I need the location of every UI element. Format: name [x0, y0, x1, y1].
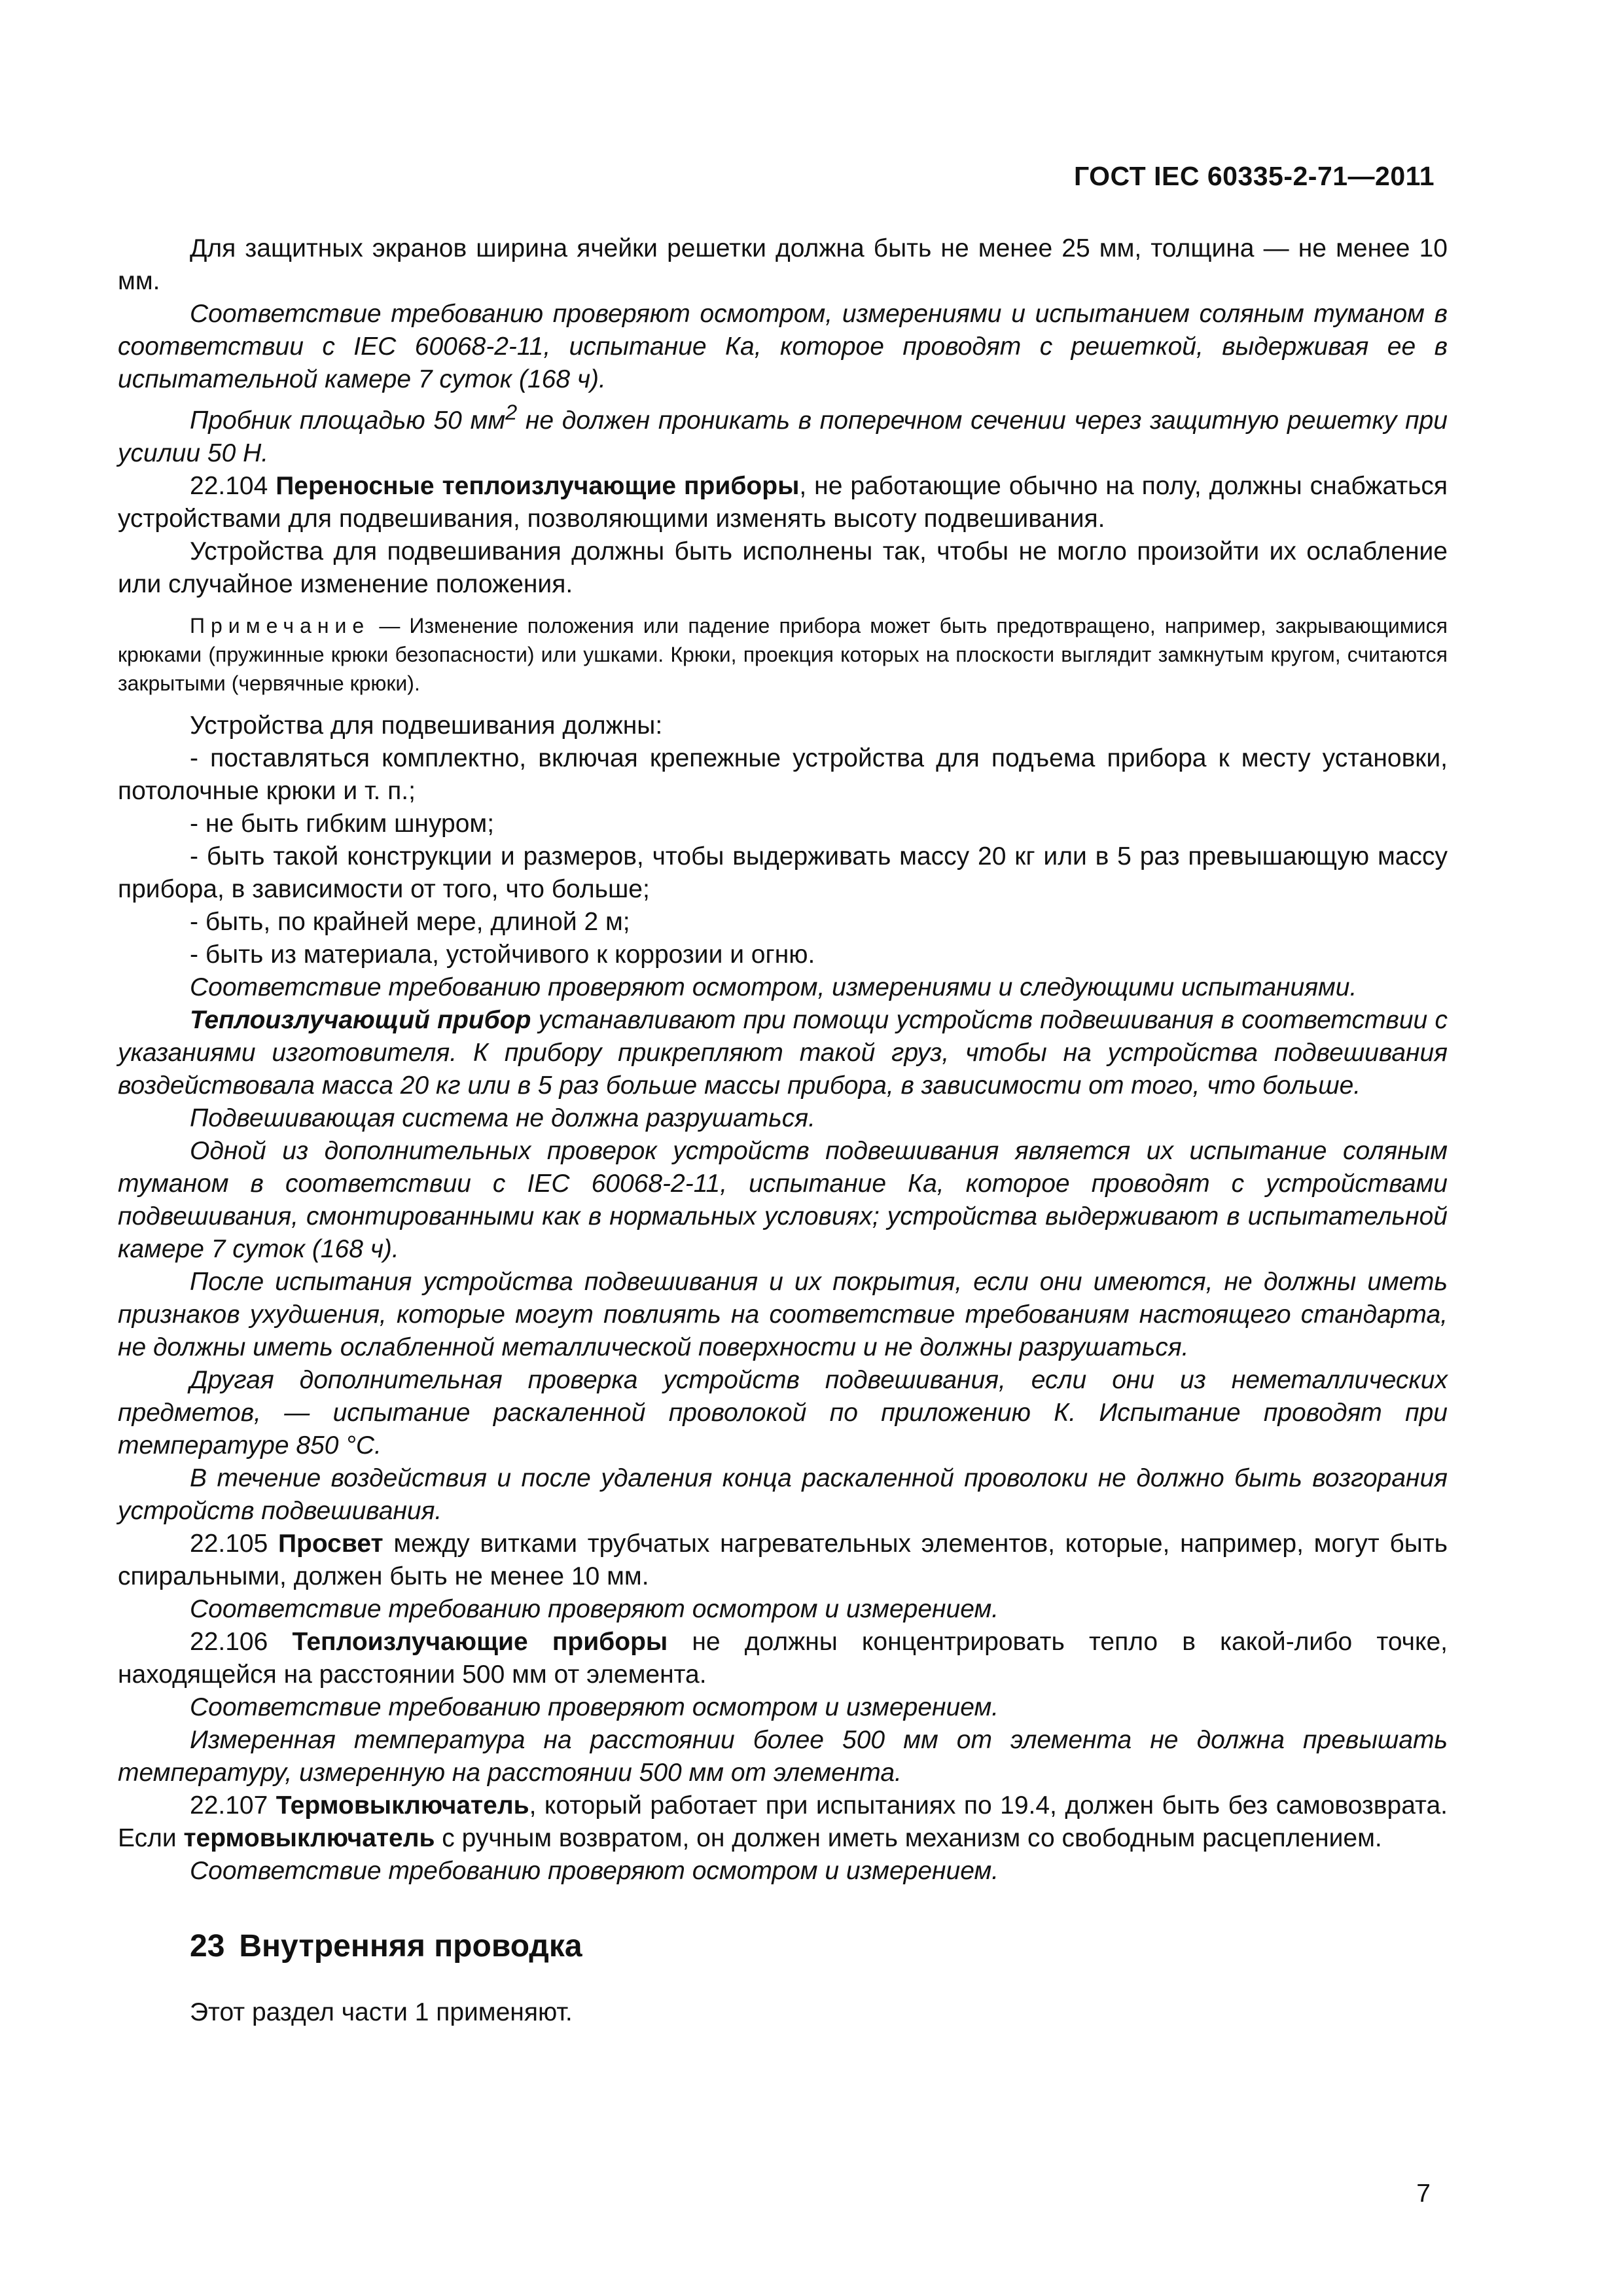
paragraph-compliance-inspection: Соответствие требованию проверяют осмотром и измерением. — [190, 1857, 999, 1885]
paragraph-suspension-devices: Устройства для подвешивания должны быть исполнены так, чтобы не могло произойти их ослабление или случайное изменение положения. — [118, 537, 1448, 598]
list-item: - быть, по крайней мере, длиной 2 м; — [190, 908, 630, 936]
paragraph-test-mounting — [118, 1004, 1448, 1102]
defined-term: Термовыключатель — [276, 1791, 529, 1820]
clause-22-106 — [118, 1626, 1448, 1691]
probe-text-end: не должен проникать в поперечном сечении через защитную решетку при усилии 50 Н. — [118, 406, 1448, 467]
clause-text: не должны концентрировать тепло в какой-либо точке, находящейся на расстоянии 500 мм от элемента. — [118, 1628, 1448, 1689]
section-body: Этот раздел части 1 применяют. — [190, 1998, 573, 2026]
clause-text: между витками трубчатых нагревательных элементов, которые, например, могут быть спиральными, должен быть не менее 10 мм. — [118, 1530, 1448, 1590]
paragraph-compliance-inspection: Соответствие требованию проверяют осмотром и измерением. — [190, 1595, 999, 1623]
page-content — [118, 232, 1448, 2029]
clause-text: , который работает при испытаниях по 19.4, должен быть без самовозврата. Если — [118, 1791, 1448, 1852]
section-title: Внутренняя проводка — [239, 1929, 582, 1964]
paragraph-no-breakage: Подвешивающая система не должна разрушаться. — [190, 1104, 815, 1132]
document-number-header: ГОСТ IEC 60335-2-71—2011 — [1073, 161, 1435, 191]
probe-superscript: 2 — [505, 401, 518, 424]
defined-term: Просвет — [278, 1530, 383, 1558]
note-text: — Изменение положения или падение прибора может быть предотвращено, например, закрывающимися крюками (пружинные крюки безопасности) или ушками. Крюки, проекция которых на плоскости выглядит замкнутым кругом, считаются закрытыми (червячные крюки). — [118, 614, 1448, 695]
defined-term: Теплоизлучающие приборы — [292, 1628, 668, 1656]
section-number: 23 — [190, 1929, 225, 1964]
list-item: - поставляться комплектно, включая крепежные устройства для подъема прибора к месту установки, потолочные крюки и т. п.; — [118, 744, 1448, 805]
paragraph-temperature: Измеренная температура на расстоянии более 500 мм от элемента не должна превышать температуру, измеренную на расстоянии 500 мм от элемента. — [118, 1726, 1448, 1787]
clause-text: с ручным возвратом, он должен иметь механизм со свободным расцеплением. — [435, 1824, 1382, 1852]
clause-text: , не работающие обычно на полу, должны снабжаться устройствами для подвешивания, позволяющими изменять высоту подвешивания. — [118, 472, 1448, 533]
paragraph-requirements-intro: Устройства для подвешивания должны: — [190, 711, 663, 740]
clause-22-105 — [118, 1528, 1448, 1593]
list-item: - быть такой конструкции и размеров, чтобы выдерживать массу 20 кг или в 5 раз превышающую массу прибора, в зависимости от того, что больше; — [118, 842, 1448, 903]
list-item: - не быть гибким шнуром; — [190, 810, 495, 838]
clause-22-107 — [118, 1789, 1448, 1855]
clause-number: 22.104 — [190, 472, 276, 500]
note-label: Примечание — [190, 614, 370, 637]
clause-number: 22.107 — [190, 1791, 276, 1820]
paragraph-screen-mesh: Для защитных экранов ширина ячейки решетки должна быть не менее 25 мм, толщина — не менее 10 мм. — [118, 234, 1448, 295]
paragraph-after-test: После испытания устройства подвешивания и их покрытия, если они имеются, не должны иметь признаков ухудшения, которые могут повлиять на соответствие требованиям настоящего стандарта, не должны иметь ослабленной металлической поверхности и не должны разрушаться. — [118, 1268, 1448, 1361]
defined-term: термовыключатель — [183, 1824, 435, 1852]
paragraph-compliance-salt-mist: Соответствие требованию проверяют осмотром, измерениями и испытанием соляным туманом в соответствии с IEC 60068-2-11, испытание Ка, которое проводят с решеткой, выдерживая ее в испытательной камере 7 суток (168 ч). — [118, 300, 1448, 393]
paragraph-compliance-tests: Соответствие требованию проверяют осмотром, измерениями и следующими испытаниями. — [190, 973, 1357, 1001]
paragraph-compliance-inspection: Соответствие требованию проверяют осмотром и измерением. — [190, 1693, 999, 1721]
clause-22-104 — [118, 470, 1448, 535]
paragraph-text: устанавливают при помощи устройств подвешивания в соответствии с указаниями изготовителя. К прибору прикрепляют такой груз, чтобы на устройства подвешивания воздействовала масса 20 кг или в 5 раз больше массы прибора, в зависимости от того, что больше. — [118, 1006, 1448, 1100]
defined-term: Переносные теплоизлучающие приборы — [276, 472, 800, 500]
list-item: - быть из материала, устойчивого к коррозии и огню. — [190, 941, 815, 969]
note-block — [118, 611, 1448, 698]
paragraph-glow-wire: Другая дополнительная проверка устройств подвешивания, если они из неметаллических предметов, — испытание раскаленной проволокой по приложению К. Испытание проводят при температуре 850 °С. — [118, 1366, 1448, 1460]
page-number: 7 — [1416, 2179, 1431, 2208]
probe-text-start: Пробник площадью 50 мм — [190, 406, 506, 435]
section-heading — [190, 1928, 1448, 1965]
defined-term: Теплоизлучающий прибор — [190, 1006, 531, 1034]
paragraph-no-ignition: В течение воздействия и после удаления конца раскаленной проволоки не должно быть возгорания устройств подвешивания. — [118, 1464, 1448, 1525]
paragraph-probe — [118, 396, 1448, 470]
clause-number: 22.106 — [190, 1628, 293, 1656]
clause-number: 22.105 — [190, 1530, 279, 1558]
paragraph-additional-check: Одной из дополнительных проверок устройств подвешивания является их испытание соляным туманом в соответствии с IEC 60068-2-11, испытание Ка, которое проводят с устройствами подвешивания, смонтированными как в нормальных условиях; устройства выдерживают в испытательной камере 7 суток (168 ч). — [118, 1137, 1448, 1263]
